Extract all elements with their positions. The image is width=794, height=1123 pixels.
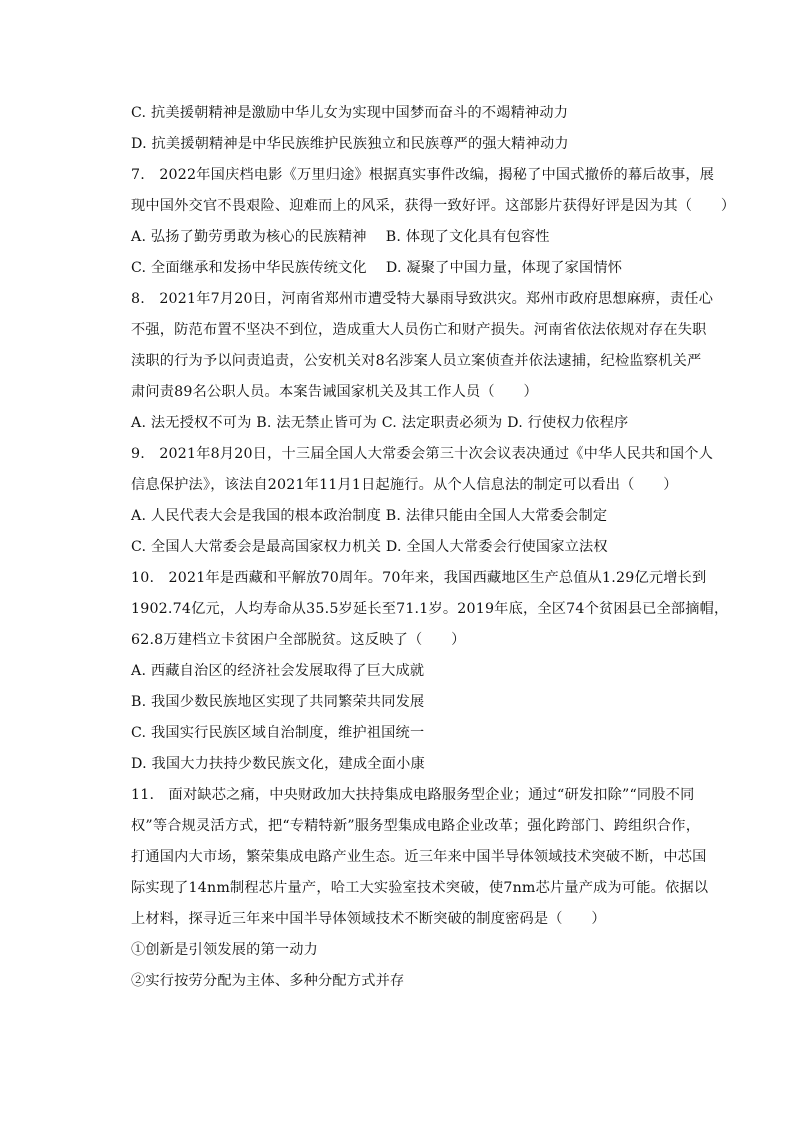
- question-11-stem-cont: 际实现了14nm制程芯片量产，哈工大实验室技术突破，使7nm芯片量产成为可能。依据以: [131, 880, 709, 896]
- question-10-option-d: D. 我国大力扶持少数民族文化，建成全面小康: [131, 756, 425, 772]
- question-7-stem: 7. 2022年国庆档电影《万里归途》根据真实事件改编，揭秘了中国式撤侨的幕后故事，展: [131, 167, 715, 183]
- question-11-stem-cont: 上材料，探寻近三年来中国半导体领域技术不断突破的制度密码是（ ）: [131, 911, 606, 927]
- question-7-options-cd: C. 全面继承和发扬中华民族传统文化 D. 凝聚了中国力量，体现了家国情怀: [131, 260, 623, 276]
- question-9-stem-cont: 信息保护法》，该法自2021年11月1日起施行。从个人信息法的制定可以看出（ ）: [131, 477, 678, 493]
- question-10-stem-cont: 1902.74亿元，人均寿命从35.5岁延长至71.1岁。2019年底，全区74个贫困县已全部摘帽，: [131, 601, 729, 617]
- question-7-stem-cont: 现中国外交官不畏艰险、迎难而上的风采，获得一致好评。这部影片获得好评是因为其（ ）: [131, 198, 736, 214]
- question-11-item-2: ②实行按劳分配为主体、多种分配方式并存: [131, 973, 405, 989]
- question-8-stem-cont: 渎职的行为予以问责追责，公安机关对8名涉案人员立案侦查并依法逮捕，纪检监察机关严: [131, 353, 702, 369]
- document-page: [131, 98, 736, 997]
- question-7-options-ab: A. 弘扬了勤劳勇敢为核心的民族精神 B. 体现了文化具有包容性: [131, 229, 550, 245]
- option-d-line: D. 抗美援朝精神是中华民族维护民族独立和民族尊严的强大精神动力: [131, 136, 569, 152]
- question-11-stem-cont: 打通国内大市场，繁荣集成电路产业生态。近三年来中国半导体领域技术突破不断，中芯国: [131, 849, 707, 865]
- option-c-line: C. 抗美援朝精神是激励中华儿女为实现中国梦而奋斗的不竭精神动力: [131, 105, 569, 121]
- question-9-options-cd: C. 全国人大常委会是最高国家权力机关 D. 全国人大常委会行使国家立法权: [131, 539, 608, 555]
- question-10-option-b: B. 我国少数民族地区实现了共同繁荣共同发展: [131, 694, 425, 710]
- question-10-stem-cont: 62.8万建档立卡贫困户全部脱贫。这反映了（ ）: [131, 632, 466, 648]
- question-11-stem-cont: 权”等合规灵活方式，把“专精特新”服务型集成电路企业改革；强化跨部门、跨组织合作，: [131, 818, 701, 834]
- question-9-stem: 9. 2021年8月20日，十三届全国人大常委会第三十次会议表决通过《中华人民共和国个人: [131, 446, 714, 462]
- question-11-stem: 11. 面对缺芯之痛，中央财政加大扶持集成电路服务型企业；通过“研发扣除”“同股不同: [131, 787, 695, 803]
- question-10-option-a: A. 西藏自治区的经济社会发展取得了巨大成就: [131, 663, 425, 679]
- question-10-option-c: C. 我国实行民族区域自治制度，维护祖国统一: [131, 725, 425, 741]
- question-8-stem: 8. 2021年7月20日，河南省郑州市遭受特大暴雨导致洪灾。郑州市政府思想麻痹，责任心: [131, 291, 714, 307]
- question-10-stem: 10. 2021年是西藏和平解放70周年。70年来，我国西藏地区生产总值从1.29亿元增长到: [131, 570, 707, 586]
- question-11-item-1: ①创新是引领发展的第一动力: [131, 942, 319, 958]
- question-9-options-ab: A. 人民代表大会是我国的根本政治制度 B. 法律只能由全国人大常委会制定: [131, 508, 608, 524]
- question-8-stem-cont: 肃问责89名公职人员。本案告诫国家机关及其工作人员（ ）: [131, 384, 538, 400]
- question-8-stem-cont: 不强，防范布置不坚决不到位，造成重大人员伤亡和财产损失。河南省依法依规对存在失职: [131, 322, 707, 338]
- question-8-options: A. 法无授权不可为 B. 法无禁止皆可为 C. 法定职责必须为 D. 行使权力依程序: [131, 415, 629, 431]
